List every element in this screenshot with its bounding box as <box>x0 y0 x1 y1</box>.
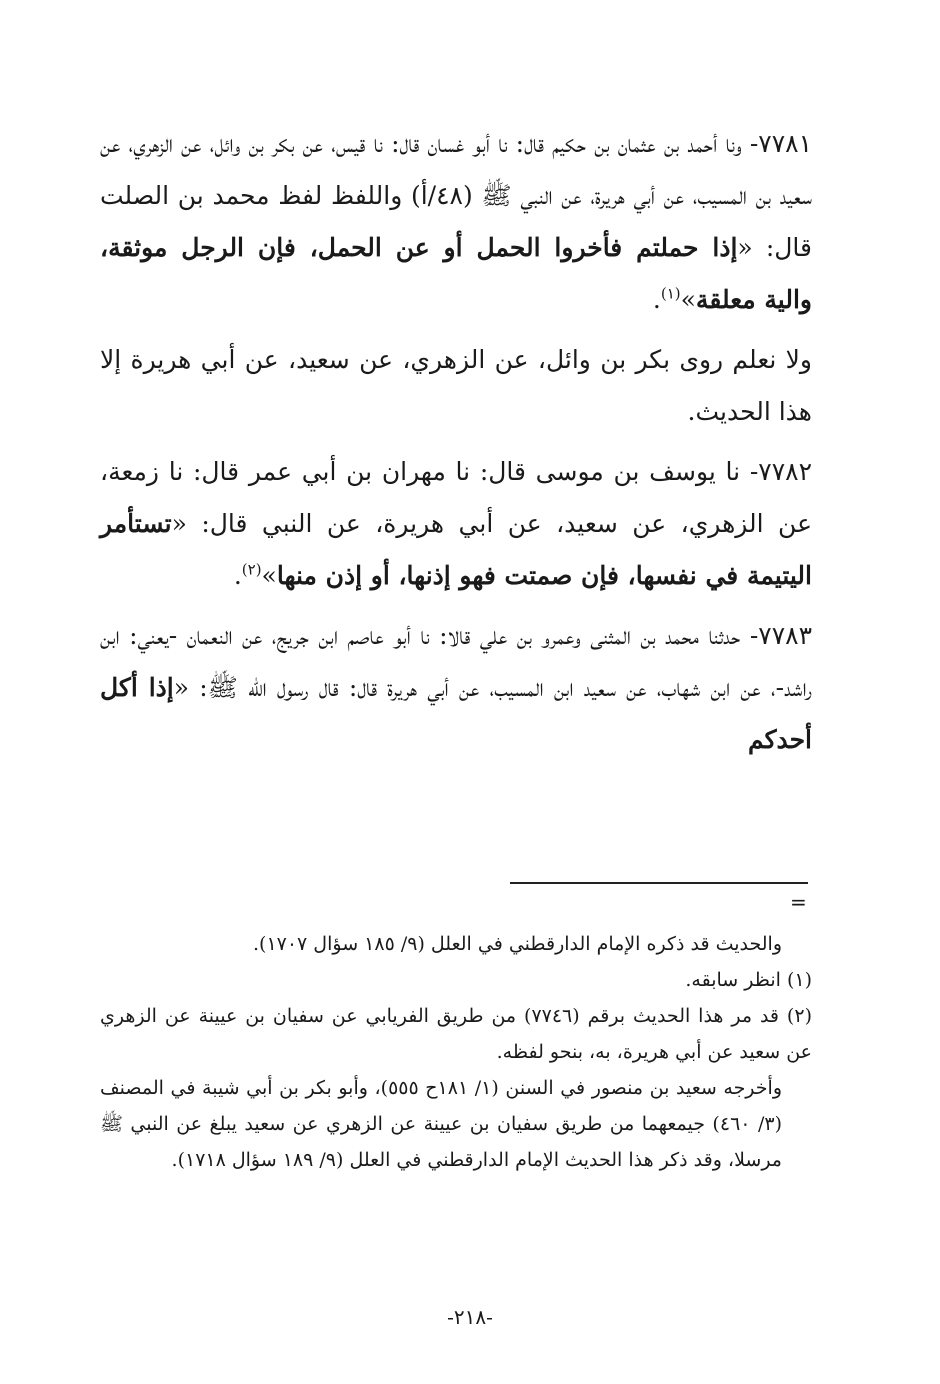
comment-paragraph: ولا نعلم روى بكر بن وائل، عن الزهري، عن سعيد، عن أبي هريرة إلا هذا الحديث. <box>100 345 812 426</box>
hadith-7781-isnad: ٧٧٨١- ونا أحمد بن عثمان بن حكيم قال: نا أبو غسان قال: نا قيس، عن بكر بن وائل، عن الزهري، عن سعيد بن المسيب، عن أبي هريرة، عن النبي ﷺ (٤٨/أ) واللفظ لفظ محمد بن الصلت قال: « <box>100 129 812 262</box>
hadith-7783-matn: إذا أكل أحدكم <box>100 673 812 754</box>
footnotes <box>100 926 812 1178</box>
hadith-7781 <box>100 118 812 326</box>
hadith-7782-matn: تستأمر اليتيمة في نفسها، فإن صمتت فهو إذنها، أو إذن منها <box>100 509 812 590</box>
footnote-2-continuation: وأخرجه سعيد بن منصور في السنن (١/ ١٨١ح ٥٥٥)، وأبو بكر بن أبي شيبة في المصنف (٣/ ٤٦٠) جيمعهما من طريق سفيان بن عيينة عن الزهري عن سعيد يبلغ عن النبي ﷺ مرسلا، وقد ذكر هذا الحديث الإمام الدارقطني في العلل (٩/ ١٨٩ سؤال ١٧١٨). <box>100 1077 782 1171</box>
main-text <box>100 118 812 774</box>
hadith-7783-isnad: ٧٧٨٣- حدثنا محمد بن المثنى وعمرو بن علي قالا: نا أبو عاصم ابن جريج، عن النعمان -يعني: ابن راشد-، عن ابن شهاب، عن سعيد ابن المسيب، عن أبي هريرة قال: قال رسول الله ﷺ: « <box>100 621 812 702</box>
closing-quote: » <box>680 285 696 314</box>
hadith-7781-matn: إذا حملتم فأخروا الحمل أو عن الحمل، فإن الرجل موثقة، والية معلقة <box>100 233 812 314</box>
continuation-mark: = <box>790 890 807 914</box>
footnote-continuation: والحديث قد ذكره الإمام الدارقطني في العلل (٩/ ١٨٥ سؤال ١٧٠٧). <box>252 933 782 955</box>
page-number: -٢١٨- <box>447 1305 493 1329</box>
footnote-ref-1[interactable]: (١) <box>660 284 681 303</box>
footnote-1: (١) انظر سابقه. <box>685 969 812 991</box>
footnote-2: (٢) قد مر هذا الحديث برقم (٧٧٤٦) من طريق الفريابي عن سفيان بن عيينة عن الزهري عن سعيد عن أبي هريرة، به، بنحو لفظه. <box>100 1005 812 1063</box>
footnote-separator <box>510 882 808 884</box>
closing-quote: » <box>261 561 277 590</box>
hadith-7782-isnad: ٧٧٨٢- نا يوسف بن موسى قال: نا مهران بن أبي عمر قال: نا زمعة، عن الزهري، عن سعيد، عن أبي هريرة، عن النبي قال: « <box>100 457 812 538</box>
period: . <box>233 561 242 590</box>
hadith-7783 <box>100 610 812 766</box>
footnote-ref-2[interactable]: (٢) <box>241 560 262 579</box>
hadith-7782 <box>100 446 812 602</box>
period: . <box>652 285 661 314</box>
